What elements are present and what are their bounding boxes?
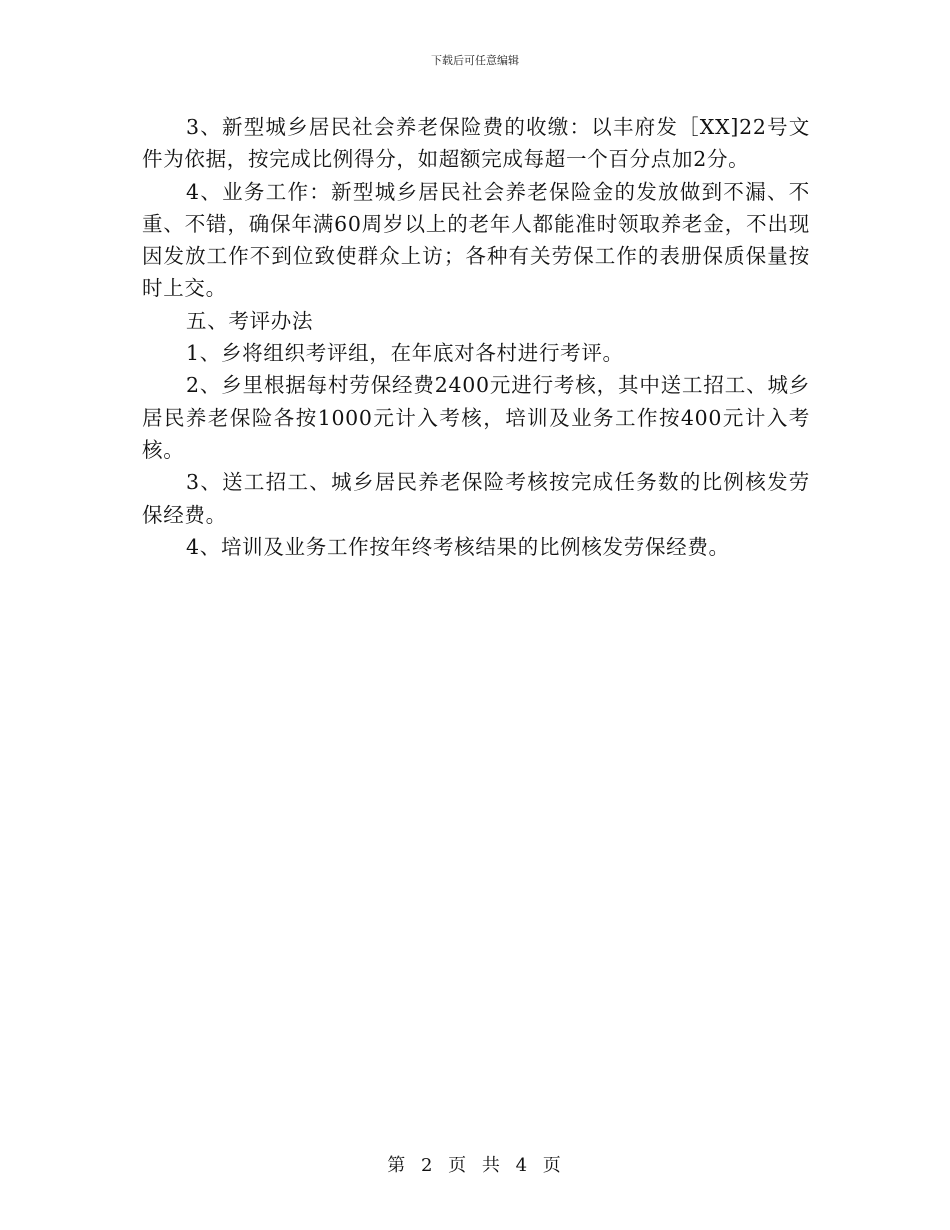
- paragraph-fee-collection: 3、新型城乡居民社会养老保险费的收缴：以丰府发［XX]22号文件为依据，按完成比例得分，如超额完成每超一个百分点加2分。: [142, 115, 810, 172]
- paragraph-evaluation-team: 1、乡将组织考评组，在年底对各村进行考评。: [186, 341, 624, 366]
- page-header: 下载后可任意编辑: [431, 54, 519, 67]
- page-number: 第 2 页 共 4 页: [387, 1155, 563, 1176]
- paragraph-training-business: 4、培训及业务工作按年终考核结果的比例核发劳保经费。: [186, 534, 730, 559]
- paragraph-business-work: 4、业务工作：新型城乡居民社会养老保险金的发放做到不漏、不重、不错，确保年满60周岁以上的老年人都能准时领取养老金，不出现因发放工作不到位致使群众上访；各种有关劳保工作的表册保质保量按时上交。: [142, 179, 810, 301]
- paragraph-funding-assessment: 2、乡里根据每村劳保经费2400元进行考核，其中送工招工、城乡居民养老保险各按1000元计入考核，培训及业务工作按400元计入考核。: [142, 373, 810, 462]
- paragraph-recruitment-pension: 3、送工招工、城乡居民养老保险考核按完成任务数的比例核发劳保经费。: [142, 470, 810, 527]
- section-heading-evaluation: 五、考评办法: [186, 308, 314, 333]
- document-body: [142, 111, 810, 563]
